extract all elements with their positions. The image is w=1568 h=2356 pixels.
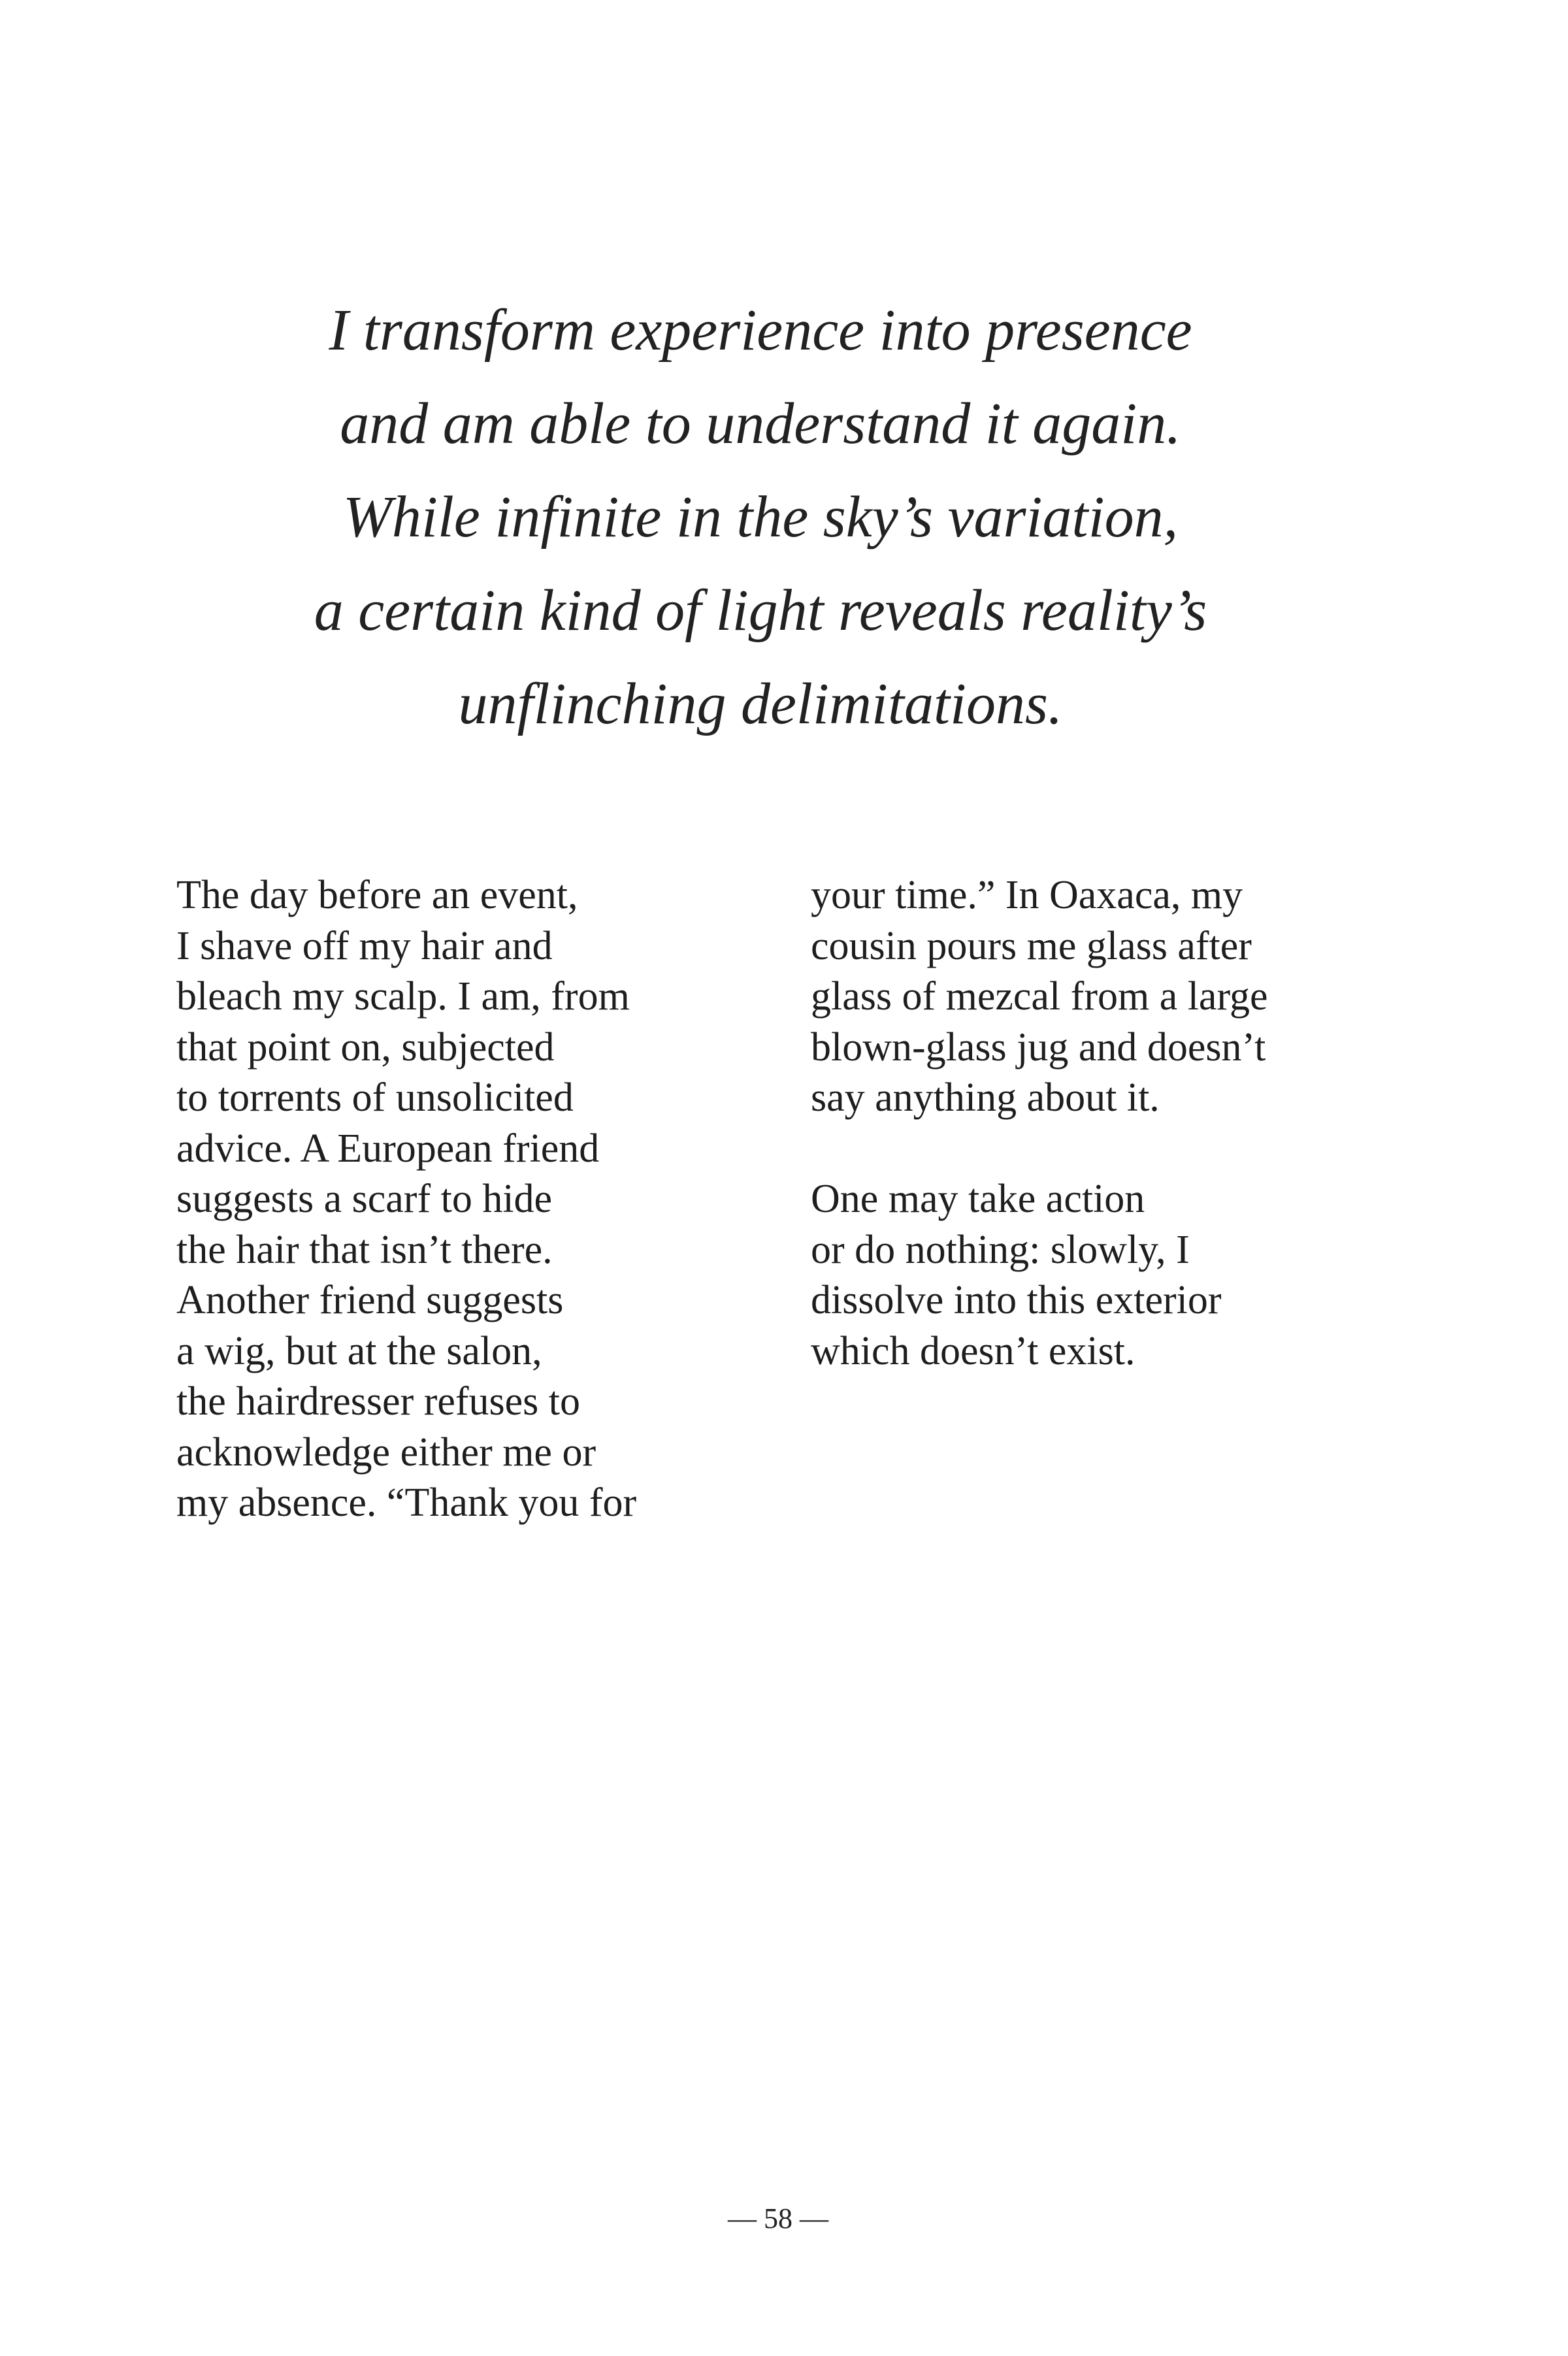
epigraph-line: unflinching delimitations.	[458, 672, 1063, 736]
text-line: which doesn’t exist.	[811, 1328, 1135, 1373]
body-right-column	[811, 870, 1268, 1377]
text-line: to torrents of unsolicited	[176, 1075, 574, 1120]
epigraph	[238, 284, 1283, 751]
text-line: suggests a scarf to hide	[176, 1177, 553, 1221]
text-line: dissolve into this exterior	[811, 1278, 1222, 1322]
text-line: cousin pours me glass after	[811, 923, 1252, 968]
text-line: advice. A European friend	[176, 1126, 600, 1171]
epigraph-line: a certain kind of light reveals reality’s	[314, 578, 1207, 643]
text-line: I shave off my hair and	[176, 923, 553, 968]
text-line: The day before an event,	[176, 873, 578, 917]
text-line: glass of mezcal from a large	[811, 974, 1268, 1019]
text-line: the hair that isn’t there.	[176, 1227, 553, 1272]
text-line: Another friend suggests	[176, 1278, 564, 1322]
text-line: bleach my scalp. I am, from	[176, 974, 630, 1019]
text-line: acknowledge either me or	[176, 1430, 596, 1475]
page-number: — 58 —	[728, 2202, 828, 2234]
text-line: One may take action	[811, 1177, 1145, 1221]
epigraph-line: and am able to understand it again.	[340, 391, 1181, 456]
epigraph-line: While infinite in the sky’s variation,	[342, 485, 1179, 549]
text-line: your time.” In Oaxaca, my	[811, 873, 1243, 917]
text-line: say anything about it.	[811, 1075, 1160, 1120]
text-line: the hairdresser refuses to	[176, 1379, 581, 1424]
body-left-column	[176, 870, 636, 1529]
text-line: that point on, subjected	[176, 1024, 555, 1070]
epigraph-line: I transform experience into presence	[329, 298, 1192, 363]
text-line: a wig, but at the salon,	[176, 1328, 542, 1373]
paragraph-gap	[811, 1124, 1268, 1175]
text-line: blown-glass jug and doesn’t	[811, 1024, 1266, 1070]
text-line: or do nothing: slowly, I	[811, 1227, 1190, 1272]
text-line: my absence. “Thank you for	[176, 1481, 637, 1525]
